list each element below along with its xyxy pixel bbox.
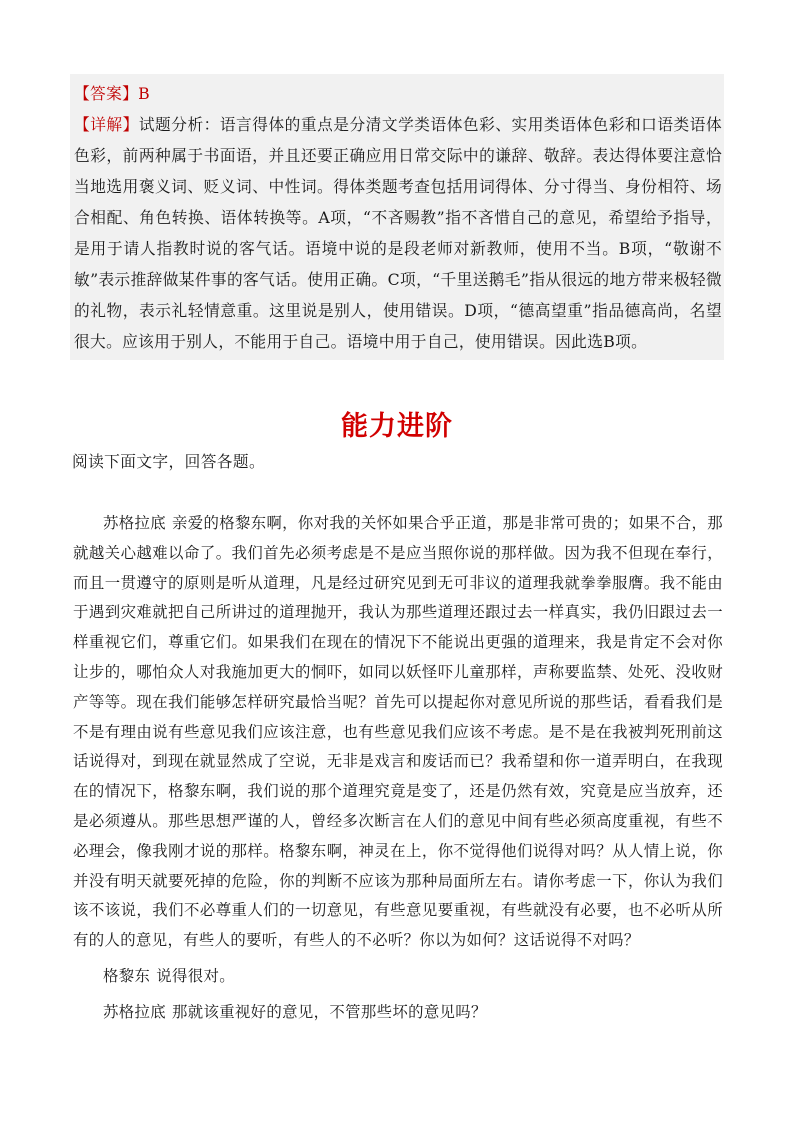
dialogue-paragraph — [73, 962, 723, 992]
speaker-name: 苏格拉底 — [103, 1002, 166, 1021]
dialogue-text: 那就该重视好的意见，不管那些坏的意见吗？ — [171, 1002, 487, 1021]
reading-passage — [73, 509, 723, 1028]
speaker-name: 格黎东 — [103, 966, 151, 985]
explanation-text: 试题分析：语言得体的重点是分清文学类语体色彩、实用类语体色彩和口语类语体色彩，前两种属于书面语，并且还要正确应用日常交际中的谦辞、敬辞。表达得体要注意恰当地选用褒义词、贬义词、中性词。得体类题考查包括用词得体、分寸得当、身份相符、场合相配、角色转换、语体转换等。A项，“不吝赐教”指不吝惜自己的意见，希望给予指导，是用于请人指教时说的客气话。语境中说的是段老师对新教师，使用不当。B项，“敬谢不敏”表示推辞做某件事的客气话。使用正确。C项，“千里送鹅毛”指从很远的地方带来极轻微的礼物，表示礼轻情意重。这里说是别人，使用错误。D项，“德高望重”指品德高尚，名望很大。应该用于别人，不能用于自己。语境中用于自己，使用错误。因此选B项。 — [74, 115, 722, 351]
speaker-name: 苏格拉底 — [103, 514, 166, 532]
dialogue-paragraph — [73, 509, 723, 956]
answer-label: 【答案】 — [74, 84, 139, 103]
answer-line — [74, 78, 722, 109]
explanation-label: 【详解】 — [74, 115, 139, 134]
dialogue-text: 说得很对。 — [156, 966, 235, 985]
dialogue-text: 亲爱的格黎东啊，你对我的关怀如果合乎正道，那是非常可贵的；如果不合，那就越关心越难以命了。我们首先必须考虑是不是应当照你说的那样做。因为我不但现在奉行，而且一贯遵守的原则是听从道理，凡是经过研究见到无可非议的道理我就拳拳服膺。我不能由于遇到灾难就把自己所讲过的道理抛开，我认为那些道理还跟过去一样真实，我仍旧跟过去一样重视它们，尊重它们。如果我们在现在的情况下不能说出更强的道理来，我是肯定不会对你让步的，哪怕众人对我施加更大的恫吓，如同以妖怪吓儿童那样，声称要监禁、处死、没收财产等等。现在我们能够怎样研究最恰当呢？首先可以提起你对意见所说的那些话，看看我们是不是有理由说有些意见我们应该注意，也有些意见我们应该不考虑。是不是在我被判死刑前这话说得对，到现在就显然成了空说，无非是戏言和废话而已？我希望和你一道弄明白，在我现在的情况下，格黎东啊，我们说的那个道理究竟是变了，还是仍然有效，究竟是应当放弃，还是必须遵从。那些思想严谨的人，曾经多次断言在人们的意见中间有些必须高度重视，有些不必理会，像我刚才说的那样。格黎东啊，神灵在上，你不觉得他们说得对吗？从人情上说，你并没有明天就要死掉的危险，你的判断不应该为那种局面所左右。请你考虑一下，你认为我们该不该说，我们不必尊重人们的一切意见，有些意见要重视，有些就没有必要，也不必听从所有的人的意见，有些人的要听，有些人的不必听？你以为如何？这话说得不对吗？ — [73, 514, 723, 950]
dialogue-paragraph — [73, 998, 723, 1028]
section-title: 能力进阶 — [341, 411, 453, 442]
reading-instruction: 阅读下面文字，回答各题。 — [72, 452, 266, 471]
answer-explanation-box — [70, 74, 724, 360]
answer-value: B — [138, 84, 151, 103]
explanation-paragraph — [74, 109, 722, 357]
